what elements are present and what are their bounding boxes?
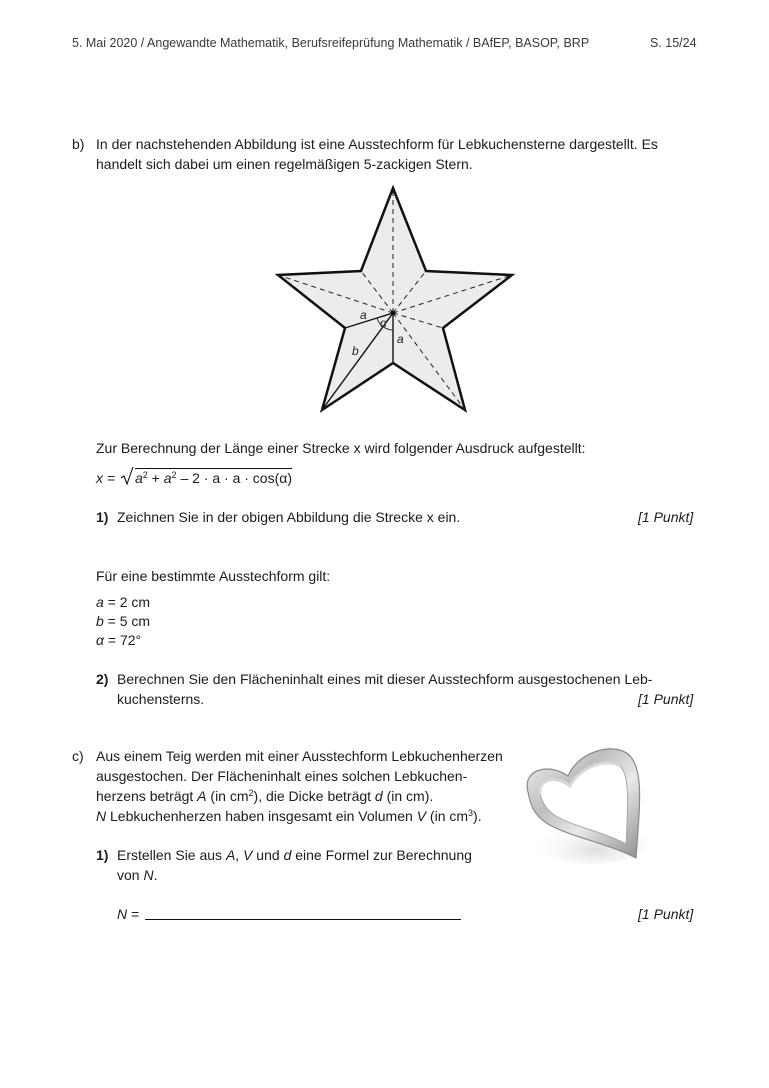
formula-exp1: 2 — [142, 470, 148, 480]
part-c-line3 — [96, 786, 433, 806]
label-alpha: α — [380, 316, 387, 330]
c1-t6: . — [153, 867, 158, 883]
given-alpha-var: α — [96, 632, 104, 648]
c1-var-V: V — [243, 847, 253, 863]
formula-exp2: 2 — [171, 470, 177, 480]
given-intro: Für eine bestimmte Ausstechform gilt: — [96, 568, 331, 584]
task-b1-points: [1 Punkt] — [638, 509, 694, 525]
task-c1-points: [1 Punkt] — [638, 906, 694, 922]
c1-t4: eine Formel zur Berechnung — [291, 847, 472, 863]
heart-cookie-cutter-image — [520, 740, 650, 870]
c1-t2: , — [235, 847, 244, 863]
label-a-upper: a — [360, 308, 367, 322]
answer-var-N: N — [117, 906, 128, 922]
star-cutter-figure — [270, 182, 520, 418]
c3-t1: herzens beträgt — [96, 788, 198, 804]
c4-var-V: V — [416, 808, 427, 824]
task-c1-line1 — [117, 845, 472, 865]
given-a-value: = 2 cm — [103, 594, 151, 610]
given-b-var: b — [96, 613, 104, 629]
answer-label — [117, 904, 139, 924]
c1-t3: und — [252, 847, 284, 863]
c4-var-N: N — [96, 808, 107, 824]
formula-plus: + — [147, 470, 164, 486]
c1-var-d: d — [283, 847, 292, 863]
c1-t5: von — [117, 867, 144, 883]
c3-var-A: A — [197, 788, 207, 804]
answer-eq: = — [127, 906, 140, 922]
given-a — [96, 592, 150, 612]
part-c-line2: ausgestochen. Der Flächeninhalt eines solchen Lebkuchen- — [96, 768, 468, 784]
formula-lhs: x = — [96, 470, 119, 486]
expression-intro: Zur Berechnung der Länge einer Strecke x wird folgender Ausdruck aufgestellt: — [96, 440, 586, 456]
c1-var-N: N — [143, 867, 154, 883]
c4-t3: ). — [473, 808, 482, 824]
part-c-label: c) — [72, 748, 84, 764]
given-alpha — [96, 630, 141, 650]
c3-var-d: d — [374, 788, 383, 804]
task-b2-number: 2) — [96, 671, 109, 687]
star-center-point — [391, 311, 396, 316]
task-c1-number: 1) — [96, 847, 109, 863]
given-b-value: = 5 cm — [103, 613, 151, 629]
part-c-line4 — [96, 806, 482, 826]
c3-t2: (in cm — [206, 788, 249, 804]
formula-term-a1: a — [134, 470, 143, 486]
c4-sup: 3 — [468, 808, 474, 818]
task-c1-line2 — [117, 865, 157, 885]
part-b-intro-line2: handelt sich dabei um einen regelmäßigen 5-zackigen Stern. — [96, 156, 473, 172]
task-b1-number: 1) — [96, 509, 109, 525]
task-b1-text: Zeichnen Sie in der obigen Abbildung die Strecke x ein. — [117, 509, 461, 525]
star-outline — [278, 188, 512, 410]
formula-line — [96, 466, 292, 491]
label-a-lower: a — [397, 332, 404, 346]
c1-var-A: A — [225, 847, 236, 863]
answer-blank-line[interactable] — [145, 903, 461, 920]
given-a-var: a — [96, 594, 104, 610]
c3-sup: 2 — [248, 788, 254, 798]
formula-term-a2: a — [163, 470, 172, 486]
given-alpha-value: = 72° — [103, 632, 142, 648]
radical-sign — [120, 466, 134, 491]
page-header-title: 5. Mai 2020 / Angewandte Mathematik, Berufsreifeprüfung Mathematik / BAfEP, BASOP, BRP — [72, 36, 590, 50]
part-b-intro-line1: In der nachstehenden Abbildung ist eine Ausstechform für Lebkuchensterne dargestellt. Es — [96, 136, 658, 152]
formula-rest: – 2 · a · a · cos(α) — [176, 470, 293, 486]
c3-t3: ), die Dicke beträgt — [253, 788, 375, 804]
c1-t1: Erstellen Sie aus — [117, 847, 226, 863]
task-b2-points: [1 Punkt] — [638, 691, 694, 707]
page-number: S. 15/24 — [650, 36, 697, 50]
c4-t2: (in cm — [426, 808, 469, 824]
c3-t4: (in cm). — [382, 788, 434, 804]
given-b — [96, 611, 150, 631]
c4-t1: Lebkuchenherzen haben insgesamt ein Volumen — [106, 808, 417, 824]
label-b: b — [352, 344, 359, 358]
part-b-label: b) — [72, 136, 85, 152]
task-b2-line2: kuchensterns. — [117, 691, 205, 707]
part-c-line1: Aus einem Teig werden mit einer Ausstechform Lebkuchenherzen — [96, 748, 503, 764]
radicand — [135, 468, 292, 486]
task-b2-line1: Berechnen Sie den Flächeninhalt eines mit dieser Ausstechform ausgestochenen Leb- — [117, 671, 653, 687]
